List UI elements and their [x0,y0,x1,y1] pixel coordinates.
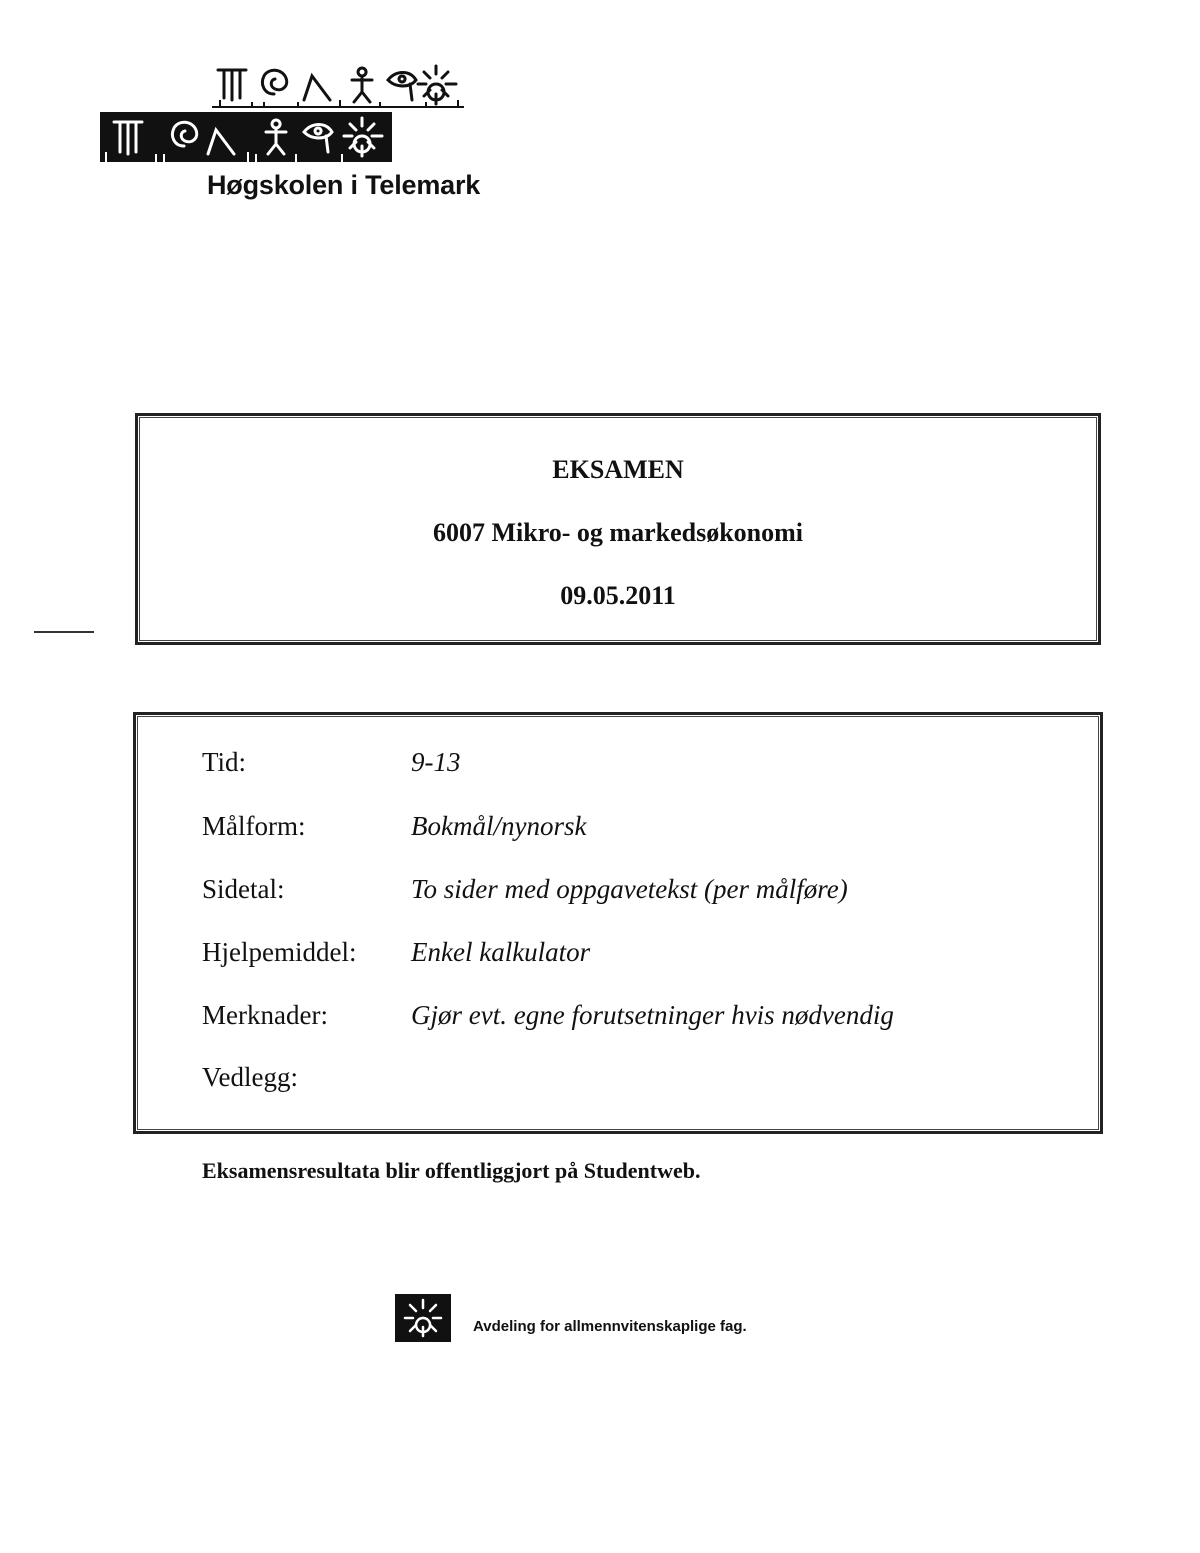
info-value-time: 9-13 [411,747,461,777]
exam-date: 09.05.2011 [560,581,676,610]
info-value-language: Bokmål/nynorsk [411,811,587,841]
info-label-pages: Sidetal: [202,874,285,904]
institution-logo-glyphs-filled [100,112,392,162]
info-value-remarks: Gjør evt. egne forutsetninger hvis nødvendig [411,1000,894,1030]
margin-mark [34,631,94,633]
info-label-remarks: Merknader: [202,1000,328,1030]
info-label-aids: Hjelpemiddel: [202,937,357,967]
department-name: Avdeling for allmennvitenskaplige fag. [473,1318,747,1335]
info-value-aids: Enkel kalkulator [411,937,591,967]
institution-logo-glyphs-outline [212,62,464,110]
course-title: 6007 Mikro- og markedsøkonomi [432,518,804,547]
institution-name: Høgskolen i Telemark [207,170,481,200]
results-notice: Eksamensresultata blir offentliggjort på Studentweb. [202,1158,701,1183]
info-value-pages: To sider med oppgavetekst (per målføre) [411,874,848,904]
info-label-language: Målform: [202,811,306,841]
info-label-attachments: Vedlegg: [202,1062,298,1092]
exam-heading: EKSAMEN [552,455,684,484]
info-label-time: Tid: [202,747,247,777]
department-sun-icon [395,1294,451,1342]
